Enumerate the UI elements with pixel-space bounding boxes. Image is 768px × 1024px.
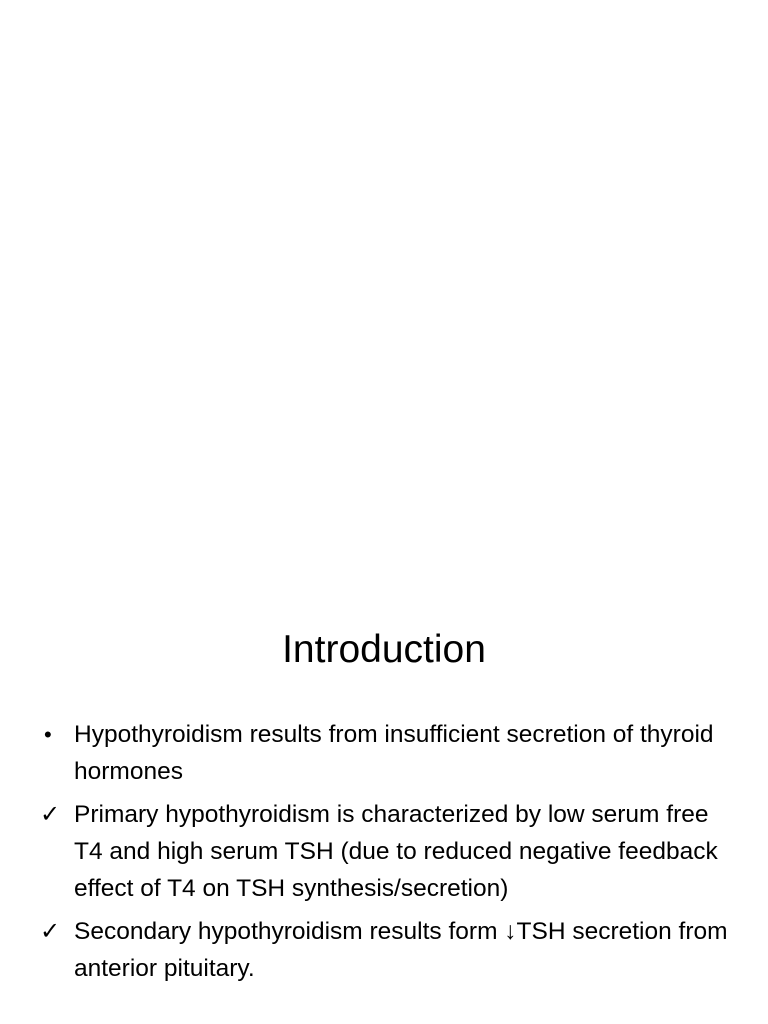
bullet-item	[40, 796, 730, 907]
checkmark-icon: ✓	[40, 801, 61, 828]
bullet-item	[40, 716, 730, 790]
slide-title: Introduction	[282, 628, 486, 671]
bullet-dot-icon: •	[44, 722, 52, 747]
bullet-list	[40, 716, 730, 993]
bullet-text: Hypothyroidism results from insufficient secretion of thyroid hormones	[74, 721, 714, 785]
bullet-text: Primary hypothyroidism is characterized by low serum free T4 and high serum TSH (due to reduced negative feedback effect of T4 on TSH synthesis/secretion)	[74, 801, 718, 902]
checkmark-icon: ✓	[40, 918, 61, 945]
bullet-item	[40, 913, 730, 987]
bullet-text: Secondary hypothyroidism results form ↓TSH secretion from anterior pituitary.	[74, 918, 728, 982]
